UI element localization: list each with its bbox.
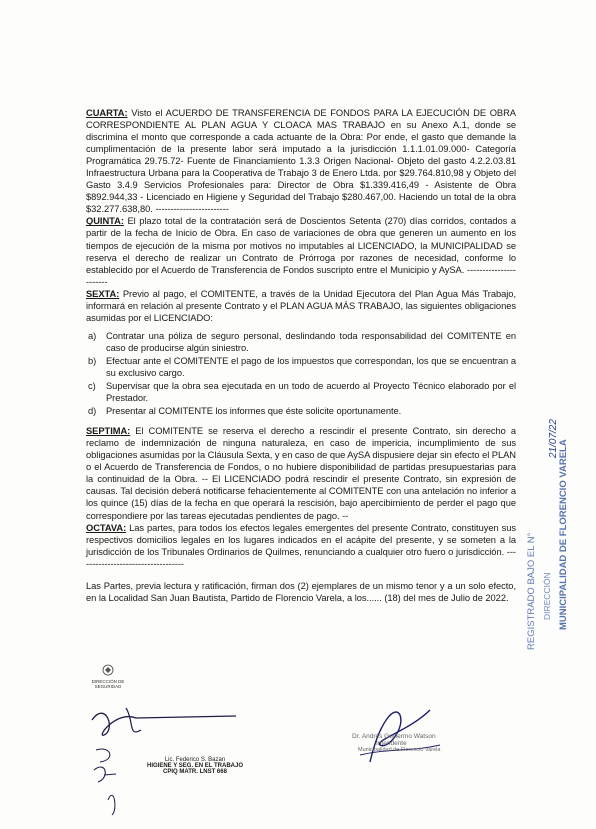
clause-text: El plazo total de la contratación será de Doscientos Setenta (270) días corridos, contados a partir de la fecha de Inicio de Obra. En caso de variaciones de obra que generen un aumento en los tiempos de ejecución de la misma por motivos no imputables al LICENCIADO, la MUNICIPALIDAD se reserva el derecho de realizar un Contrato de Prórroga por razones de necesidad, conforme lo establecido por el Acuerdo de Transferencia de Fondos suscripto entre el Municipio y AySA. ----------------------- <box>86 216 516 287</box>
logo-emblem-icon <box>88 663 128 677</box>
clause-heading: SEXTA: <box>86 288 120 299</box>
left-signer-title: HIGIENE Y SEG. EN EL TRABAJO <box>146 763 244 769</box>
stamp-line-3: MUNICIPALIDAD DE FLORENCIO VARELA <box>558 439 569 630</box>
left-signer-name: Lic. Federico S. Bazan <box>164 757 226 763</box>
closing-paragraph: Las Partes, previa lectura y ratificación, firman dos (2) ejemplares de un mismo tenor y a un solo efecto, en la Localidad San Juan Bautista, Partido de Florencio Varela, a los...... (18) del mes de Julio de 2022. <box>86 580 516 603</box>
left-signature <box>86 690 256 820</box>
clause-heading: SEPTIMA: <box>86 426 131 437</box>
left-signer-registration: CPIQ MATR. LNST 668 <box>163 769 227 775</box>
list-marker: d) <box>88 406 97 417</box>
clause-heading: QUINTA: <box>86 216 124 227</box>
registration-stamp <box>520 420 590 660</box>
clause-heading: OCTAVA: <box>86 522 127 533</box>
logo-caption: DIRECCIÓN DE SEGURIDAD <box>91 678 125 689</box>
list-item-text: Contratar una póliza de seguro personal, deslindando toda responsabilidad del COMITENTE en caso de producirse algún siniestro. <box>106 330 516 353</box>
stamp-date: 21/07/22 <box>548 419 559 458</box>
list-item <box>86 355 516 379</box>
list-item-text: Presentar al COMITENTE los informes que éste solicite oportunamente. <box>106 406 402 417</box>
clause-text: Visto el ACUERDO DE TRANSFERENCIA DE FONDOS PARA LA EJECUCIÓN DE OBRA CORRESPONDIENTE AL PLAN AGUA Y CLOACA MAS TRABAJO en su Anexo A.1, donde se discrimina el monto que corresponde a cada actuante de la Obra: Por ende, el gasto que demande la cumplimentación de la presente labor será imputado a la jurisdicción 1.1.1.01.09.000- Categoría Programática 29.75.72- Fuente de Financiamiento 1.3.3 Origen Nacional- Objeto del gasto 4.2.2.03.81 Infraestructura Urbana para la Cooperativa de Trabajo 3 de Enero Ltda. por $29.764.810,98 y Objeto del Gasto 3.4.9 Servicios Profesionales para: Director de Obra $1.339.416,49 - Asistente de Obra $892.944,33 - Licenciado en Higiene y Seguridad del Trabajo $280.467,00. Haciendo un total de la obra $32.277.638,80. ------------------------ <box>86 108 516 215</box>
clause-text: El COMITENTE se reserva el derecho a rescindir el presente Contrato, sin derecho a reclamo de indemnización de ninguna naturaleza, en caso de impericia, incumplimiento de sus obligaciones asumidas por la Cláusula Sexta, y en caso de que AySA dispusiere dejar sin efecto el PLAN o el Acuerdo de Transferencia de Fondos, o no hubiere disponibilidad de partidas presupuestarias para la continuidad de la Obra. -- El LICENCIADO podrá rescindir el presente Contrato, sin expresión de causas. Tal decisión deberá notificarse fehacientemente al COMITENTE con una antelación no inferior a los quince (15) días de la fecha en que operará la rescisión, bajo apercibimiento de perder el pago que correspondiere por las tareas ejecutadas pendientes de pago. -- <box>86 426 516 521</box>
right-signer-name: Dr. Andrés Guillermo Watson <box>352 733 436 740</box>
obligations-list <box>86 330 516 417</box>
department-logo <box>88 663 128 693</box>
contract-body <box>86 107 516 604</box>
right-signer-title: Intendente <box>376 740 407 747</box>
list-marker: a) <box>88 330 97 341</box>
clause-septima <box>86 425 516 521</box>
left-signature-block <box>140 757 250 775</box>
stamp-line-1: REGISTRADO BAJO EL N° <box>526 532 537 650</box>
list-marker: b) <box>88 355 97 366</box>
clause-quinta <box>86 215 516 287</box>
list-item <box>86 330 516 354</box>
stamp-line-2: DIRECCIÓN <box>542 572 552 620</box>
clause-cuarta <box>86 107 516 215</box>
list-marker: c) <box>88 381 96 392</box>
clause-sexta <box>86 288 516 324</box>
right-signature-block <box>352 733 462 753</box>
clause-heading: CUARTA: <box>86 108 128 118</box>
clause-octava <box>86 522 516 570</box>
right-signer-org: Municipalidad de Florencio Varela <box>358 747 441 753</box>
clause-text: Las partes, para todos los efectos legales emergentes del presente Contrato, constituyen sus respectivos domicilios legales en los lugares indicados en el acápite del presente, y se someten a la jurisdicción de los Tribunales Ordinarios de Quilmes, renunciando a cualquier otro fuero o jurisdicción. ----------------------------------- <box>86 522 516 569</box>
list-item-text: Efectuar ante el COMITENTE el pago de los impuestos que correspondan, los que se encuentran a su exclusivo cargo. <box>106 355 516 378</box>
list-item <box>86 405 516 417</box>
clause-text: Previo al pago, el COMITENTE, a través de la Unidad Ejecutora del Plan Agua Más Trabajo, informará en relación al presente Contrato y el PLAN AGUA MÁS TRABAJO, las siguientes obligaciones asumidas por el LICENCIADO: <box>86 288 516 323</box>
list-item-text: Supervisar que la obra sea ejecutada en un todo de acuerdo al Proyecto Técnico elaborado por el Prestador. <box>106 381 516 404</box>
list-item <box>86 380 516 404</box>
